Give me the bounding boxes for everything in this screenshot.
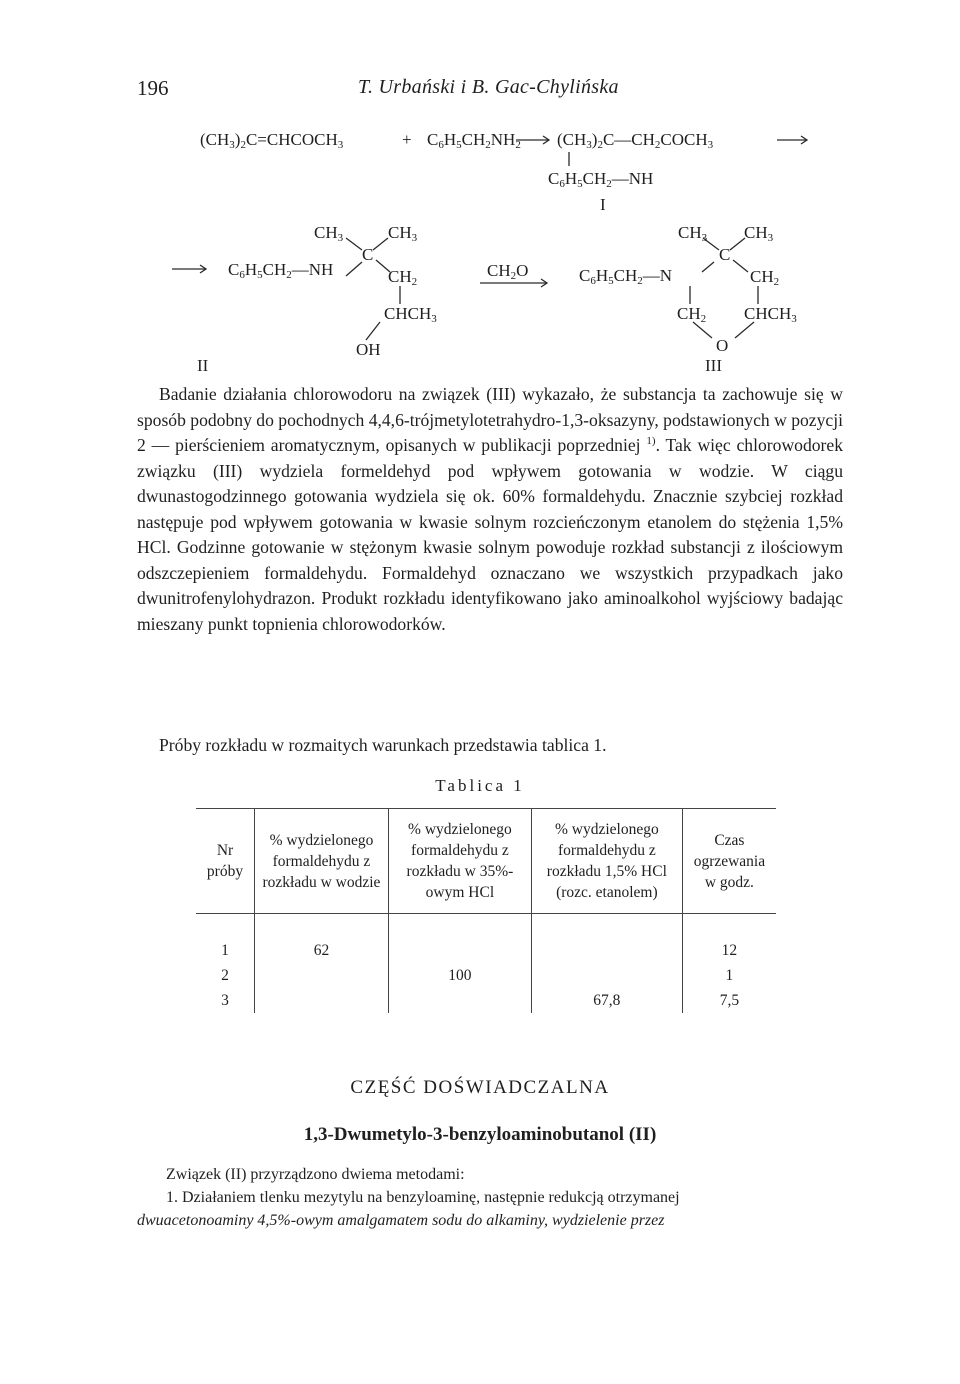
- table-header-cell: Czas ogrzewania w godz.: [682, 809, 776, 914]
- product-I-substituent: $C_6H_5CH_2—NH$: [548, 169, 654, 190]
- table-cell: 3: [196, 988, 255, 1013]
- compound-label-II: II: [197, 356, 209, 375]
- scheme-bonds: [0, 0, 960, 400]
- III-methylene: $CH_2$: [750, 267, 780, 288]
- II-methyl-left: $CH_3$: [314, 223, 344, 244]
- product-I-formula: $(CH_3)_2C—CH_2COCH_3$: [557, 130, 714, 151]
- table-cell: [255, 988, 389, 1013]
- II-methyl-right: $CH_3$: [388, 223, 418, 244]
- II-methylene: $CH_2$: [388, 267, 418, 288]
- II-quaternary-carbon: C: [362, 245, 374, 264]
- III-ring-methylene: $CH_2$: [677, 304, 707, 325]
- subsection-title: 1,3-Dwumetylo-3-benzyloaminobutanol (II): [303, 1124, 657, 1145]
- mesityl-oxide-formula: $(CH_3)_2C=CHCOCH_3$: [200, 130, 344, 151]
- III-ring-oxygen: O: [716, 336, 729, 355]
- running-header-authors: T. Urbański i B. Gac-Chylińska: [358, 76, 619, 98]
- body-line: dwuacetonoaminy 4,5%-owym amalgamatem sodu do alkaminy, wydzielenie przez: [137, 1212, 665, 1229]
- II-benzylamino-group: $C_6H_5CH_2—NH$: [228, 260, 334, 281]
- table-cell: [255, 963, 389, 988]
- paragraph-text: Badanie działania chlorowodoru na związek (III) wykazało, że substancja ta zachowuje się w sposób podobny do pochodnych 4,4,6-trójmetylotetrahydro-1,3-oksazyny, podstawionych w pozycji 2 — pierścieniem aromatycznym, opisanych w publikacji poprzedniej: [137, 384, 843, 455]
- table-cell: [388, 988, 531, 1013]
- table-header-cell: % wydzielonego formaldehydu z rozkładu w wodzie: [255, 809, 389, 914]
- body-line: Związek (II) przyrządzono dwiema metodami:: [166, 1166, 465, 1183]
- paragraph-hcl-study: Badanie działania chlorowodoru na związek (III) wykazało, że substancja ta zachowuje się w sposób podobny do pochodnych 4,4,6-trójmetylotetrahydro-1,3-oksazyny, podstawionych w pozycji 2 — pierścieniem aromatycznym, opisanych w publikacji poprzedniej $^{1)}$. Tak więc chlorowodorek związku (III) wydziela formeldehyd pod wpływem gotowania w wodzie. W ciągu dwunastogodzinnego gotowania wydziela się ok. 60% formaldehydu. Znacznie szybciej rozkład następuje pod wpływem gotowania w kwasie solnym rozcieńczonym etanolem do stężenia 1,5% HCl. Godzinne gotowanie w stężonym kwasie solnym powoduje rozkład substancji z ilościowym odszczepieniem formaldehydu. Formaldehyd oznaczano we wszystkich przypadkach jako dwunitrofenylohydrazon. Produkt rozkładu identyfikowano jako aminoalkohol wyjściowy badając mieszany punkt topnienia chlorowodorków.: [137, 384, 844, 634]
- table-cell: 1: [725, 967, 734, 984]
- compound-label-III: III: [705, 356, 722, 375]
- formaldehyde-reagent: $CH_2O$: [487, 261, 529, 282]
- table-cell: [531, 938, 682, 963]
- table-row: [196, 938, 776, 963]
- table-caption: Tablica 1: [435, 776, 525, 795]
- table-cell: 62: [255, 938, 389, 963]
- body-line: 1. Działaniem tlenku mezytylu na benzyloaminę, następnie redukcją otrzymanej: [166, 1189, 680, 1206]
- II-chch3: $CHCH_3$: [384, 304, 437, 325]
- footnote-reference: 1): [646, 435, 656, 448]
- paragraph-text: Próby rozkładu w rozmaitych warunkach przedstawia tablica 1.: [159, 735, 607, 755]
- table-cell: [388, 938, 531, 963]
- compound-label-I: I: [600, 195, 606, 214]
- paragraph-text: Tak więc chlorowodorek związku (III) wydziela formeldehyd pod wpływem gotowania w wodzie. W ciągu dwunastogodzinnego gotowania wydziela się ok. 60% formaldehydu. Znacznie szybciej rozkład następuje pod wpływem gotowania w kwasie solnym rozcieńczonym etanolem do stężenia 1,5% HCl. Godzinne gotowanie w stężonym kwasie solnym powoduje rozkład substancji z ilościowym odszczepieniem formaldehydu. Formaldehyd oznaczano we wszystkich przypadkach jako dwunitrofenylohydrazon. Produkt rozkładu identyfikowano jako aminoalkohol wyjściowy badając mieszany punkt topnienia chlorowodorków.: [137, 435, 844, 634]
- table-row: [196, 963, 776, 988]
- plus-sign: +: [402, 130, 412, 149]
- table-cell: 7,5: [719, 992, 740, 1009]
- table-cell: [531, 963, 682, 988]
- table-cell: 2: [196, 963, 255, 988]
- table-cell: 12: [721, 942, 738, 959]
- III-methyl-right: $CH_3$: [744, 223, 774, 244]
- table-cell: 1: [196, 938, 255, 963]
- III-chch3: $CHCH_3$: [744, 304, 797, 325]
- page-number: 196: [137, 76, 169, 100]
- III-benzylamino-group: $C_6H_5CH_2—N$: [579, 266, 673, 287]
- table-spacer-row: [196, 914, 776, 939]
- paragraph-table-intro: [137, 733, 843, 759]
- table-header-row: [196, 809, 776, 914]
- table-1: [196, 808, 776, 1013]
- table-header-cell: Nr próby: [196, 809, 255, 914]
- table-header-cell: % wydzielonego formaldehydu z rozkładu 1,5% HCl (rozc. etanolem): [531, 809, 682, 914]
- benzylamine-formula: $C_6H_5CH_2NH_2$: [427, 130, 521, 151]
- table-cell: 100: [388, 963, 531, 988]
- II-hydroxyl: OH: [356, 340, 381, 359]
- table-cell: 67,8: [531, 988, 682, 1013]
- III-methyl-left: $CH_3$: [678, 223, 708, 244]
- table-header-cell: % wydzielonego formaldehydu z rozkładu w 35%-owym HCl: [388, 809, 531, 914]
- table-row: [196, 988, 776, 1013]
- III-quaternary-carbon: C: [719, 245, 731, 264]
- section-title: CZĘŚĆ DOŚWIADCZALNA: [350, 1077, 610, 1098]
